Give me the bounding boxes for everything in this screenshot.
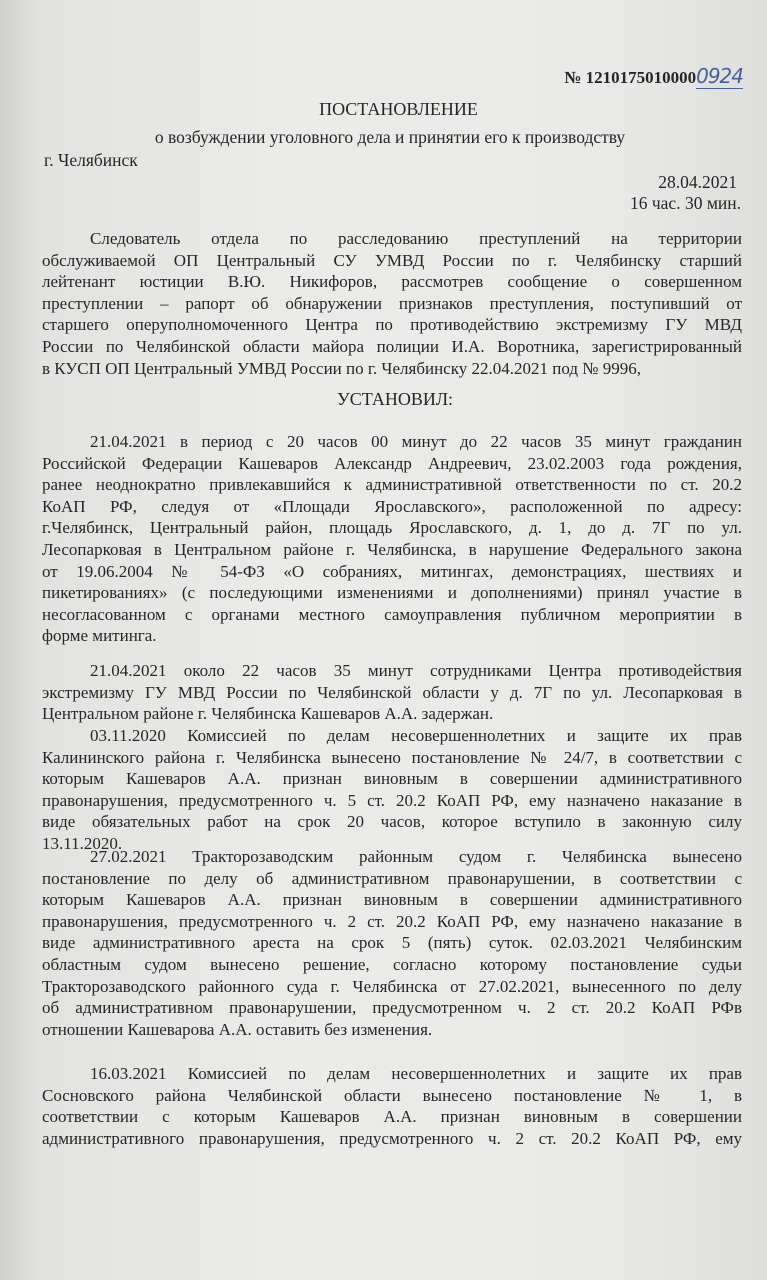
text-line: постановление по делу об административном правонарушении, в соответствии с (42, 868, 742, 888)
text-line: административного правонарушения, предусмотренного ч. 2 ст. 20.2 КоАП РФ, ему (42, 1128, 742, 1148)
text-line: лейтенант юстиции В.Ю. Никифоров, рассмотрев сообщение о совершенном (42, 272, 742, 292)
text-line: которым Кашеваров А.А. признан виновным в совершении административного (42, 890, 742, 910)
text-line: областным судом вынесено решение, согласно которому постановление судьи (42, 954, 742, 974)
paragraph (42, 228, 742, 379)
text-line: КоАП РФ, следуя от «Площади Ярославского», расположенной по адресу: (42, 496, 742, 516)
city: г. Челябинск (44, 150, 138, 170)
text-line: от 19.06.2004 № 54-ФЗ «О собраниях, митингах, демонстрациях, шествиях и (42, 561, 742, 581)
text-line: Тракторозаводского районного суда г. Челябинска от 27.02.2021, вынесенного по делу (42, 976, 742, 996)
text-line: ранее неоднократно привлекавшийся к административной ответственности по ст. 20.2 (42, 475, 742, 495)
document-subtitle: о возбуждении уголовного дела и принятии его к производству (154, 127, 626, 147)
text-line: Лесопарковая в Центральном районе г. Челябинска, в нарушение Федерального закона (42, 539, 742, 559)
text-line: несогласованном с органами местного самоуправления публичном мероприятии в (42, 604, 742, 624)
text-line: 27.02.2021 Тракторозаводским районным судом г. Челябинска вынесено (90, 847, 742, 866)
text-line: Сосновского района Челябинской области вынесено постановление № 1, в (42, 1085, 742, 1105)
text-line: которым Кашеваров А.А. признан виновным в совершении административного (42, 769, 742, 789)
text-line: 16.03.2021 Комиссией по делам несовершеннолетних и защите их прав (90, 1064, 742, 1083)
text-line: 21.04.2021 в период с 20 часов 00 минут до 22 часов 35 минут гражданин (90, 432, 742, 451)
text-line: в КУСП ОП Центральный УМВД России по г. Челябинску 22.04.2021 под № 9996, (42, 358, 641, 378)
established-heading: УСТАНОВИЛ: (336, 389, 454, 409)
document-time: 16 час. 30 мин. (629, 193, 741, 213)
paragraph (42, 846, 742, 1040)
text-line: Российской Федерации Кашеваров Александр Андреевич, 23.02.2003 года рождения, (42, 453, 742, 473)
paragraph (42, 725, 742, 855)
text-line: об административном правонарушении, предусмотренном ч. 2 ст. 20.2 КоАП РФв (42, 998, 742, 1018)
text-line: г.Челябинск, Центральный район, площадь Ярославского, д. 1, до д. 7Г по ул. (42, 518, 742, 538)
document-number-handwritten: 0924 (696, 64, 743, 88)
text-line: преступлении – рапорт об обнаружении признаков преступления, поступивший от (42, 293, 742, 313)
text-line: пикетированиях» (с последующими изменениями и дополнениями) принял участие в (42, 583, 742, 603)
paragraph (42, 660, 742, 725)
text-line: виде административного ареста на срок 5 (пять) суток. 02.03.2021 Челябинским (42, 933, 742, 953)
text-line: России по Челябинской области майора полиции И.А. Воротника, зарегистрированный (42, 336, 742, 356)
document-number-printed: № 1210175010000 (564, 68, 697, 87)
text-line: экстремизму ГУ МВД России по Челябинской области у д. 7Г по ул. Лесопарковая в (42, 682, 742, 702)
text-line: правонарушения, предусмотренного ч. 5 ст. 20.2 КоАП РФ, ему назначено наказание в (42, 790, 742, 810)
text-line: 03.11.2020 Комиссией по делам несовершеннолетних и защите их прав (90, 726, 742, 745)
text-line: старшего оперуполномоченного Центра по противодействию экстремизму ГУ МВД (42, 315, 742, 335)
text-line: 13.11.2020. (42, 833, 123, 853)
text-line: форме митинга. (42, 626, 157, 646)
document-title: ПОСТАНОВЛЕНИЕ (319, 99, 478, 119)
text-line: обслуживаемой ОП Центральный СУ УМВД России по г. Челябинску старший (42, 250, 742, 270)
text-line: соответствии с которым Кашеваров А.А. признан виновным в совершении (42, 1107, 742, 1127)
paragraph (42, 1063, 742, 1149)
paragraph (42, 431, 742, 647)
text-line: Следователь отдела по расследованию преступлений на территории (90, 229, 742, 248)
text-line: отношении Кашеварова А.А. оставить без изменения. (42, 1019, 433, 1039)
text-line: 21.04.2021 около 22 часов 35 минут сотрудниками Центра противодействия (90, 661, 742, 680)
document-date: 28.04.2021 (658, 172, 737, 192)
text-line: Центральном районе г. Челябинска Кашеваров А.А. задержан. (42, 704, 494, 724)
text-line: Калининского района г. Челябинска вынесено постановление № 24/7, в соответствии с (42, 747, 742, 767)
text-line: виде обязательных работ на срок 20 часов, которое вступило в законную силу (42, 812, 742, 832)
document-number (564, 64, 743, 88)
text-line: правонарушения, предусмотренного ч. 2 ст. 20.2 КоАП РФ, ему назначено наказание в (42, 911, 742, 931)
